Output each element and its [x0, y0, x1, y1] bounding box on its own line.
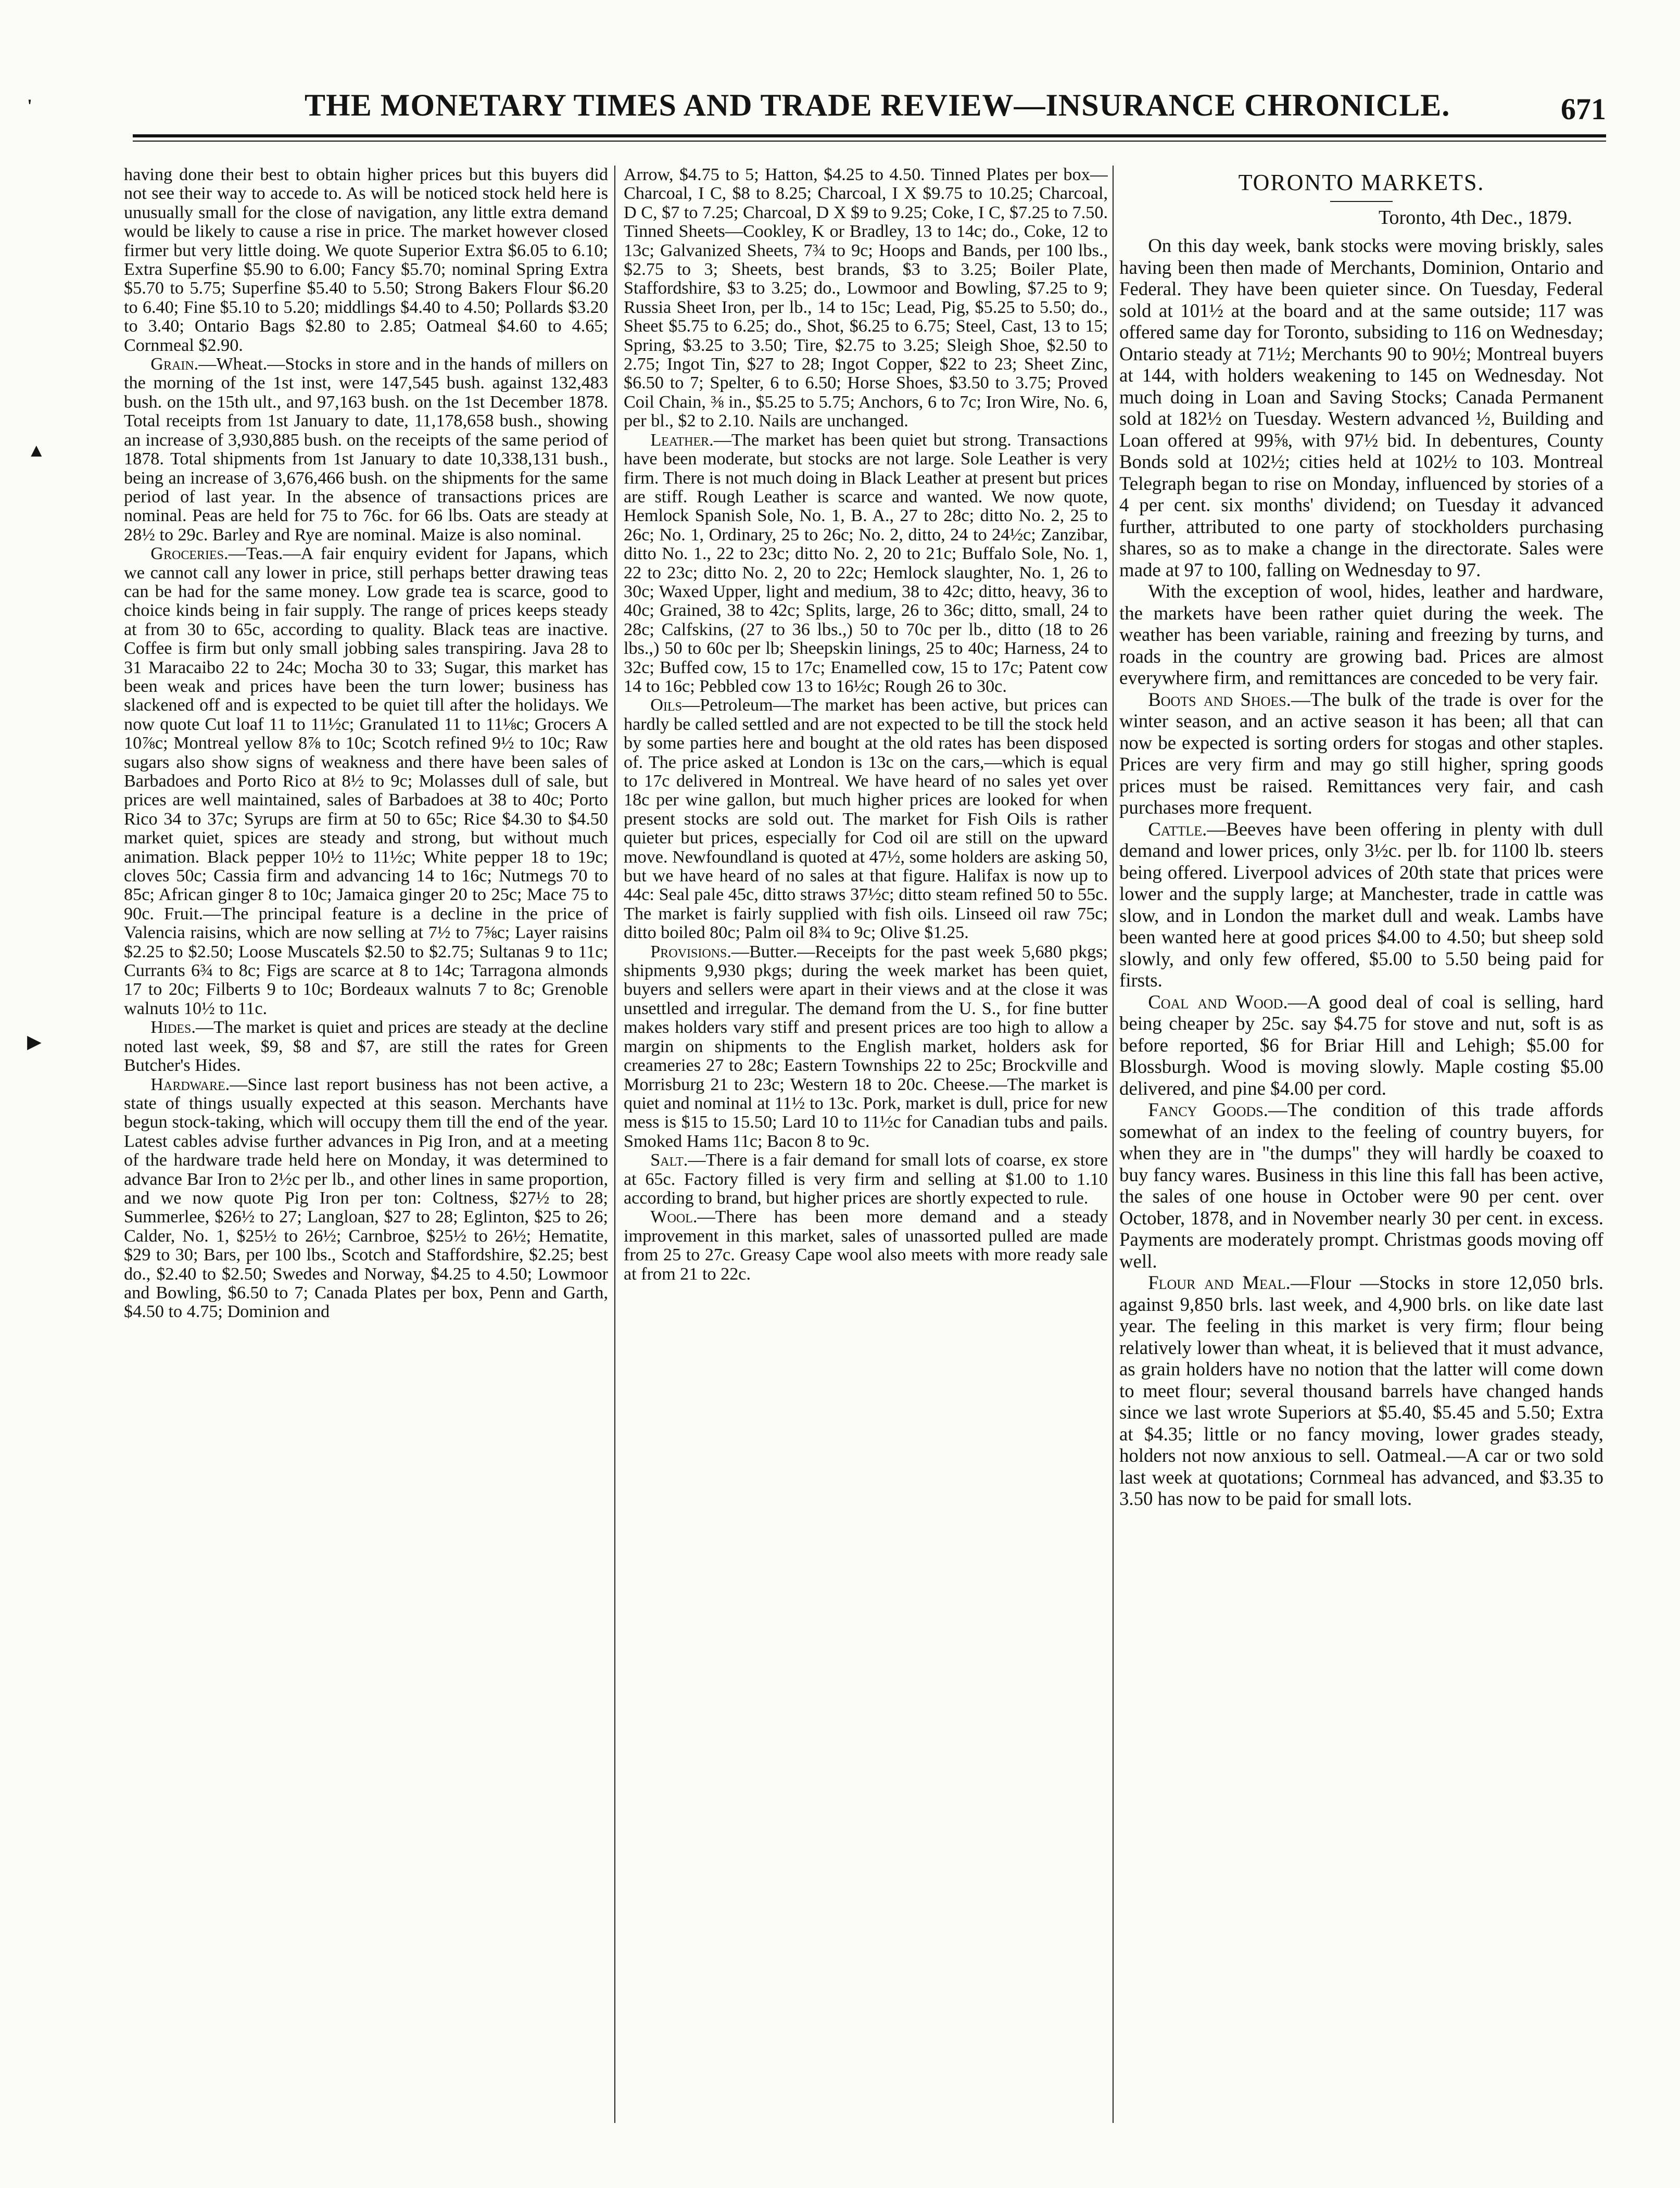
header-rule-thin: [133, 141, 1606, 142]
salt-text: —There is a fair demand for small lots of coarse, ex store at 65c. Factory filled is very firm and selling at $1.00 to 1.10 according to brand, but higher prices are shortly expected to rule.: [624, 1150, 1108, 1208]
page-header: [133, 87, 1606, 134]
column-divider: [1113, 166, 1114, 2123]
provisions-heading: Provisions.: [650, 942, 731, 962]
stocks-report: On this day week, bank stocks were moving briskly, sales having been then made of Merchants, Dominion, Ontario and Federal. They have been quieter since. On Tuesday, Federal sold at 101½ at the board and at the same outside; 117 was offered same day for Toronto, subsiding to 116 on Wednesday; Ontario steady at 71½; Merchants 90 to 90½; Montreal buyers at 144, with holders weakening to 145 on Wednesday. Not much doing in Loan and Saving Stocks; Canada Permanent sold at 182½ on Tuesday. Western advanced ½, Building and Loan offered at 99⅝, with 97½ bid. In debentures, County Bonds sold at 102½; cities held at 102½ to 103. Montreal Telegraph began to rise on Monday, influenced by stories of a 4 per cent. six months' dividend; on Tuesday it advanced further, attributed to one party of stockholders purchasing shares, so as to make a change in the directorate. Sales were made at 97 to 100, falling on Wednesday to 97.: [1119, 235, 1603, 580]
margin-mark: ▲: [27, 440, 46, 461]
cattle-heading: Cattle.: [1148, 818, 1207, 840]
margin-mark: ▶: [27, 1031, 42, 1052]
grain-text: —Wheat.—Stocks in store and in the hands of millers on the morning of the 1st inst, were 147,545 bush. against 132,483 bush. on the 15th ult., and 97,163 bush. on the 1st December 1878. Total receipts from 1st January to date, 11,178,658 bush., showing an increase of 3,930,885 bush. on the receipts of the same period of 1878. Total shipments from 1st January to date 10,338,131 bush., being an increase of 3,676,466 bush. on the shipments for the same period of last year. In the absence of transactions prices are nominal. Peas are held for 75 to 76c. for 66 lbs. Oats are steady at 28½ to 29c. Barley and Rye are nominal. Maize is also nominal.: [124, 355, 608, 545]
boots-heading: Boots and Shoes.: [1148, 688, 1291, 710]
hardware-text: —Since last report business has not been active, a state of things usually expected at this season. Merchants have begun stock-taking, which will occupy them till the end of the year. Latest cables advise further advances in Pig Iron, and at a meeting of the hardware trade held here on Monday, it was determined to advance Bar Iron to 2½c per lb., and other lines in same proportion, and we now quote Pig Iron per ton: Coltness, $27½ to 28; Summerlee, $26½ to 27; Langloan, $27 to 28; Eglinton, $25 to 26; Calder, No. 1, $25½ to 26½; Carnbroe, $25½ to 26½; Hematite, $29 to 30; Bars, per 100 lbs., Scotch and Staffordshire, $2.25; best do., $2.40 to $2.50; Swedes and Norway, $4.25 to 4.50; Lowmoor and Bowling, $6.50 to 7; Canada Plates per box, Penn and Garth, $4.50 to 4.75; Dominion and: [124, 1074, 608, 1322]
provisions-report: [624, 943, 1108, 1151]
grain-report: [124, 355, 608, 545]
coal-report: [1119, 991, 1603, 1099]
title-rule: [1330, 201, 1393, 202]
flour-heading: Flour and Meal.: [1148, 1272, 1291, 1293]
coal-heading: Coal and Wood.: [1148, 991, 1288, 1013]
page-number: 671: [1561, 92, 1606, 126]
fancy-text: —The condition of this trade affords somewhat of an index to the feeling of country buyers, for when they are in "the dumps" they will hardly be coaxed to buy fancy wares. Business in this line this fall has been active, the sales of one house in October were 90 per cent. over October, 1878, and in November nearly 30 per cent. in excess. Payments are moderately prompt. Christmas goods moving off well.: [1119, 1099, 1603, 1272]
general-markets-report: With the exception of wool, hides, leather and hardware, the markets have been rather quiet during the week. The weather has been variable, raining and freezing by turns, and roads in the country are growing bad. Prices are almost everywhere firm, and remittances are conceded to be very fair.: [1119, 580, 1603, 688]
wool-text: —There has been more demand and a steady improvement in this market, sales of unassorted pulled are made from 25 to 27c. Greasy Cape wool also meets with more ready sale at from 21 to 22c.: [624, 1207, 1108, 1284]
hides-report: [124, 1018, 608, 1075]
margin-mark: ': [27, 95, 33, 116]
flour-continuation: having done their best to obtain higher prices but this buyers did not see their way to accede to. As will be noticed stock held here is unusually small for the close of navigation, any little extra demand would be likely to cause a rise in price. The market however closed firmer but very little doing. We quote Superior Extra $6.05 to 6.10; Extra Superfine $5.90 to 6.00; Fancy $5.70; nominal Spring Extra $5.70 to 5.75; Superfine $5.40 to 5.50; Strong Bakers Flour $6.20 to 6.40; Fine $5.10 to 5.20; middlings $4.40 to 4.50; Pollards $3.20 to 3.40; Ontario Bags $2.80 to 2.85; Oatmeal $4.60 to 4.65; Cornmeal $2.90.: [124, 166, 608, 355]
wool-report: [624, 1208, 1108, 1284]
leather-text: —The market has been quiet but strong. Transactions have been moderate, but stocks are not large. Sole Leather is very firm. There is not much doing in Black Leather at present but prices are stiff. Rough Leather is scarce and wanted. We now quote, Hemlock Spanish Sole, No. 1, B. A., 27 to 28c; ditto No. 2, 25 to 26c; No. 1, Ordinary, 25 to 26c; No. 2, ditto, 24 to 24½c; Zanzibar, ditto No. 1., 22 to 23c; ditto No. 2, 20 to 21c; Buffalo Sole, No. 1, 22 to 23c; ditto No. 2, 20 to 22c; Hemlock slaughter, No. 1, 26 to 30c; Waxed Upper, light and medium, 38 to 42c; ditto, heavy, 36 to 40c; Grained, 38 to 42c; Splits, large, 26 to 36c; ditto, small, 24 to 28c; Calfskins, (27 to 36 lbs.,) 50 to 70c per lb., ditto (18 to 26 lbs.,) 50 to 60c per lb; Sheepskin linings, 25 to 40c; Harness, 24 to 32c; Buffed cow, 15 to 17c; Enamelled cow, 15 to 17c; Patent cow 14 to 16c; Pebbled cow 13 to 16½c; Rough 26 to 30c.: [624, 430, 1108, 696]
salt-report: [624, 1151, 1108, 1208]
groceries-report: [124, 545, 608, 1018]
leather-report: [624, 431, 1108, 697]
groceries-heading: Groceries.: [150, 544, 229, 564]
salt-heading: Salt.: [650, 1150, 688, 1170]
hardware-report: [124, 1076, 608, 1322]
column-right: [1119, 166, 1603, 2139]
oils-heading: Oils: [650, 695, 682, 715]
section-title: TORONTO MARKETS.: [1238, 170, 1485, 195]
dateline: Toronto, 4th Dec., 1879.: [1378, 206, 1572, 229]
header-rule: [133, 134, 1606, 137]
hides-text: —The market is quiet and prices are steady at the decline noted last week, $9, $8 and $7, are still the rates for Green Butcher's Hides.: [124, 1018, 608, 1076]
leather-heading: Leather.: [650, 430, 714, 450]
flour-report: [1119, 1272, 1603, 1510]
boots-text: —The bulk of the trade is over for the winter season, and an active season it has been; all that can now be expected is sorting orders for stogas and other staples. Prices are very firm and may go still higher, spring goods prices must be raised. Remittances very fair, and cash purchases more frequent.: [1119, 688, 1603, 818]
oils-text: —Petroleum—The market has been active, but prices can hardly be called settled and are not expected to be till the stock held by some parties here and bought at the old rates has been disposed of. The price asked at London is 13c on the cars,—which is equal to 17c delivered in Montreal. We have heard of no sales yet over 18c per wine gallon, but much higher prices are looked for when present stocks are sold out. The market for Fish Oils is rather quieter but prices, especially for Cod oil are still on the upward move. Newfoundland is quoted at 47½, some holders are asking 50, but we have heard of no sales at that figure. Halifax is now up to 44c: Seal pale 45c, ditto straws 37½c; ditto steam refined 50 to 55c. The market is fairly supplied with fish oils. Linseed oil raw 75c; ditto boiled 80c; Palm oil 8¾ to 9c; Olive $1.25.: [624, 695, 1108, 943]
hardware-heading: Hardware.: [150, 1074, 230, 1094]
grain-heading: Grain.: [150, 355, 199, 374]
column-divider: [614, 166, 615, 2123]
hides-heading: Hides.: [150, 1018, 196, 1038]
column-middle: [624, 166, 1108, 2139]
cattle-report: [1119, 818, 1603, 991]
boots-report: [1119, 689, 1603, 818]
fancy-heading: Fancy Goods.: [1148, 1099, 1268, 1120]
groceries-text: —Teas.—A fair enquiry evident for Japans, which we cannot call any lower in price, still perhaps better drawing teas can be had for the same money. Low grade tea is scarce, good to choice kinds being in fair supply. The range of prices keeps steady at from 30 to 65c, according to quality. Black teas are inactive. Coffee is firm but only small jobbing sales transpiring. Java 28 to 31 Maracaibo 22 to 24c; Mocha 30 to 33; Sugar, this market has been weak and prices have been the turn lower; business has slackened off and is expected to be quiet till after the holidays. We now quote Cut loaf 11 to 11½c; Granulated 11 to 11⅛c; Grocers A 10⅞c; Montreal yellow 8⅞ to 10c; Scotch refined 9½ to 10c; Raw sugars also show signs of weakness and there have been sales of Barbadoes and Porto Rico at 8½ to 9c; Molasses dull of sale, but prices are well maintained, sales of Barbadoes at 38 to 40c; Porto Rico 34 to 37c; Syrups are firm at 50 to 65c; Rice $4.30 to $4.50 market quiet, spices are steady and strong, but without much animation. Black pepper 10½ to 11½c; White pepper 18 to 19c; cloves 50c; Cassia firm and advancing 14 to 16c; Nutmegs 70 to 85c; African ginger 8 to 10c; Jamaica ginger 20 to 25c; Mace 75 to 90c. Fruit.—The principal feature is a decline in the price of Valencia raisins, which are now selling at 7½ to 7⅝c; Layer raisins $2.25 to $2.50; Loose Muscatels $2.50 to $2.75; Sultanas 9 to 11c; Currants 6¾ to 8c; Figs are scarce at 8 to 14c; Tarragona almonds 17 to 20c; Filberts 9 to 10c; Bordeaux walnuts 7 to 8c; Grenoble walnuts 10½ to 11c.: [124, 544, 608, 1018]
coal-text: —A good deal of coal is selling, hard being cheaper by 25c. say $4.75 for stove and nut, soft is as before reported, $6 for Briar Hill and Lehigh; $5.00 for Blossburgh. Wood is moving slowly. Maple costing $5.00 delivered, and pine $4.00 per cord.: [1119, 991, 1603, 1099]
cattle-text: —Beeves have been offering in plenty with dull demand and lower prices, only 3½c. per lb. for 1100 lb. steers being offered. Liverpool advices of 20th state that prices were lower and the supply large; at Manchester, trade in cattle was slow, and in London the market dull and weak. Lambs have been wanted here at good prices $4.00 to 4.50; but sheep sold slowly, and only few offered, $5.00 to 5.50 being paid for firsts.: [1119, 818, 1603, 991]
hardware-continuation: Arrow, $4.75 to 5; Hatton, $4.25 to 4.50. Tinned Plates per box—Charcoal, I C, $8 to 8.25; Charcoal, I X $9.75 to 10.25; Charcoal, D C, $7 to 7.25; Charcoal, D X $9 to 9.25; Coke, I C, $7.25 to 7.50. Tinned Sheets—Cookley, K or Bradley, 13 to 14c; do., Coke, 12 to 13c; Galvanized Sheets, 7¾ to 9c; Hoops and Bands, per 100 lbs., $2.75 to 3; Sheets, best brands, $3 to 3.25; Boiler Plate, Staffordshire, $3 to 3.25; do., Lowmoor and Bowling, $7.25 to 9; Russia Sheet Iron, per lb., 14 to 15c; Lead, Pig, $5.25 to 5.50; do., Sheet $5.75 to 6.25; do., Shot, $6.25 to 6.75; Steel, Cast, 13 to 15; Spring, $3.25 to 3.50; Tire, $2.75 to 3.25; Sleigh Shoe, $2.50 to 2.75; Ingot Tin, $27 to 28; Ingot Copper, $22 to 23; Sheet Zinc, $6.50 to 7; Spelter, 6 to 6.50; Horse Shoes, $3.50 to 3.75; Proved Coil Chain, ⅜ in., $5.25 to 5.75; Anchors, 6 to 7c; Iron Wire, No. 6, per bl., $2 to 2.10. Nails are unchanged.: [624, 166, 1108, 431]
flour-text: —Flour —Stocks in store 12,050 brls. against 9,850 brls. last week, and 4,900 brls. on like date last year. The feeling in this market is very firm; flour being relatively lower than wheat, it is believed that it must advance, as grain holders have no notion that the latter will come down to meet flour; several thousand barrels have changed hands since we last wrote Superiors at $5.40, $5.45 and 5.50; Extra at $4.35; little or no fancy moving, lower grades steady, holders not now anxious to sell. Oatmeal.—A car or two sold last week at quotations; Cornmeal has advanced, and $3.35 to 3.50 has now to be paid for small lots.: [1119, 1272, 1603, 1509]
column-left: [124, 166, 608, 2139]
oils-report: [624, 696, 1108, 942]
provisions-text: —Butter.—Receipts for the past week 5,680 pkgs; shipments 9,930 pkgs; during the week market has been quiet, buyers and sellers were apart in their views and at the close it was unsettled and irregular. The demand from the U. S., for fine butter makes holders vary stiff and present prices are too high to allow a margin on shipments to the English market, holders ask for creameries 27 to 28c; Eastern Townships 22 to 25c; Brockville and Morrisburg 21 to 23c; Western 18 to 20c. Cheese.—The market is quiet and nominal at 11½ to 13c. Pork, market is dull, price for new mess is $15 to 15.50; Lard 10 to 11½c for Canadian tubs and pails. Smoked Hams 11c; Bacon 8 to 9c.: [624, 942, 1108, 1151]
journal-title: THE MONETARY TIMES AND TRADE REVIEW—INSURANCE CHRONICLE.: [305, 88, 1450, 122]
wool-heading: Wool.: [650, 1207, 698, 1227]
fancy-goods-report: [1119, 1099, 1603, 1272]
